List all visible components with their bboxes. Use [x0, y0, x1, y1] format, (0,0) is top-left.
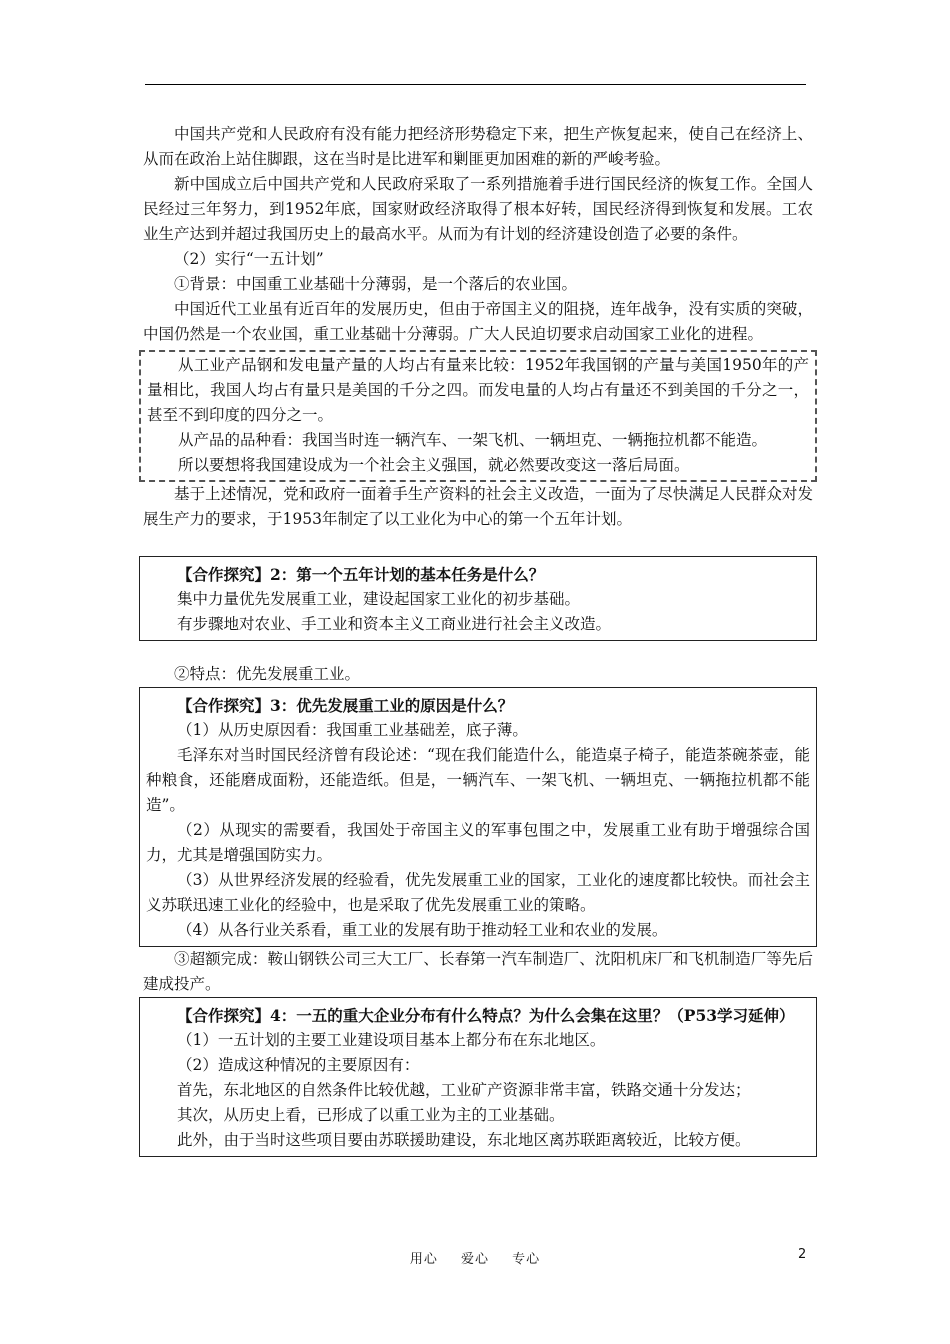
box-line: 有步骤地对农业、手工业和资本主义工商业进行社会主义改造。	[177, 615, 612, 633]
paragraph: 所以要想将我国建设成为一个社会主义强国，就必然要改变这一落后局面。	[178, 456, 690, 474]
dashed-note-box	[139, 350, 817, 482]
page-footer: 用心 爱心 专心	[409, 1252, 541, 1267]
paragraph: 中国近代工业虽有近百年的发展历史，但由于帝国主义的阻挠，连年战争，没有实质的突破，中国仍然是一个农业国，重工业基础十分薄弱。广大人民迫切要求启动国家工业化的进程。	[143, 300, 813, 343]
header-rule	[145, 84, 806, 85]
box-line: 其次，从历史上看，已形成了以重工业为主的工业基础。	[177, 1106, 565, 1124]
box-line: （3）从世界经济发展的经验看，优先发展重工业的国家，工业化的速度都比较快。而社会主义苏联迅速工业化的经验中，也是采取了优先发展重工业的策略。	[146, 871, 810, 914]
page-number: 2	[798, 1247, 807, 1262]
box-title: 【合作探究】4：一五的重大企业分布有什么特点？为什么会集在这里？（P53学习延伸）	[177, 1006, 795, 1025]
paragraph: 基于上述情况，党和政府一面着手生产资料的社会主义改造，一面为了尽快满足人民群众对发展生产力的要求，于1953年制定了以工业化为中心的第一个五年计划。	[143, 485, 813, 528]
section-heading: （2）实行“一五计划”	[174, 250, 324, 268]
box-line: 此外，由于当时这些项目要由苏联援助建设，东北地区离苏联距离较近，比较方便。	[177, 1131, 751, 1149]
subsection-heading: ①背景：中国重工业基础十分薄弱，是一个落后的农业国。	[174, 275, 578, 293]
exploration-box-3	[139, 687, 817, 947]
box-line: 集中力量优先发展重工业，建设起国家工业化的初步基础。	[177, 590, 581, 608]
box-title: 【合作探究】2：第一个五年计划的基本任务是什么？	[177, 565, 545, 584]
subsection-heading: ②特点：优先发展重工业。	[174, 665, 361, 683]
page-body	[143, 122, 813, 1157]
subsection-heading: ③超额完成：鞍山钢铁公司三大工厂、长春第一汽车制造厂、沈阳机床厂和飞机制造厂等先后建成投产。	[143, 950, 813, 993]
box-line: 毛泽东对当时国民经济曾有段论述：“现在我们能造什么，能造桌子椅子，能造茶碗茶壶，能种粮食，还能磨成面粉，还能造纸。但是，一辆汽车、一架飞机、一辆坦克、一辆拖拉机都不能造”。	[146, 746, 810, 814]
box-line: （1）一五计划的主要工业建设项目基本上都分布在东北地区。	[177, 1031, 606, 1049]
box-line: （1）从历史原因看：我国重工业基础差，底子薄。	[177, 721, 528, 739]
exploration-box-4	[139, 997, 817, 1157]
box-line: 首先，东北地区的自然条件比较优越，工业矿产资源非常丰富，铁路交通十分发达；	[177, 1081, 751, 1099]
paragraph: 新中国成立后中国共产党和人民政府采取了一系列措施着手进行国民经济的恢复工作。全国人民经过三年努力，到1952年底，国家财政经济取得了根本好转，国民经济得到恢复和发展。工农业生产达到并超过我国历史上的最高水平。从而为有计划的经济建设创造了必要的条件。	[143, 175, 813, 243]
box-line: （2）造成这种情况的主要原因有：	[177, 1056, 420, 1074]
exploration-box-2	[139, 556, 817, 641]
box-line: （4）从各行业关系看，重工业的发展有助于推动轻工业和农业的发展。	[177, 921, 668, 939]
paragraph: 中国共产党和人民政府有没有能力把经济形势稳定下来，把生产恢复起来，使自己在经济上、从而在政治上站住脚跟，这在当时是比进军和剿匪更加困难的新的严峻考验。	[143, 125, 813, 168]
paragraph: 从产品的品种看：我国当时连一辆汽车、一架飞机、一辆坦克、一辆拖拉机都不能造。	[178, 431, 768, 449]
box-line: （2）从现实的需要看，我国处于帝国主义的军事包围之中，发展重工业有助于增强综合国力，尤其是增强国防实力。	[146, 821, 810, 864]
box-title: 【合作探究】3：优先发展重工业的原因是什么？	[177, 696, 514, 715]
paragraph: 从工业产品钢和发电量产量的人均占有量来比较：1952年我国钢的产量与美国1950年的产量相比，我国人均占有量只是美国的千分之四。而发电量的人均占有量还不到美国的千分之一，甚至不到印度的四分之一。	[147, 356, 809, 424]
